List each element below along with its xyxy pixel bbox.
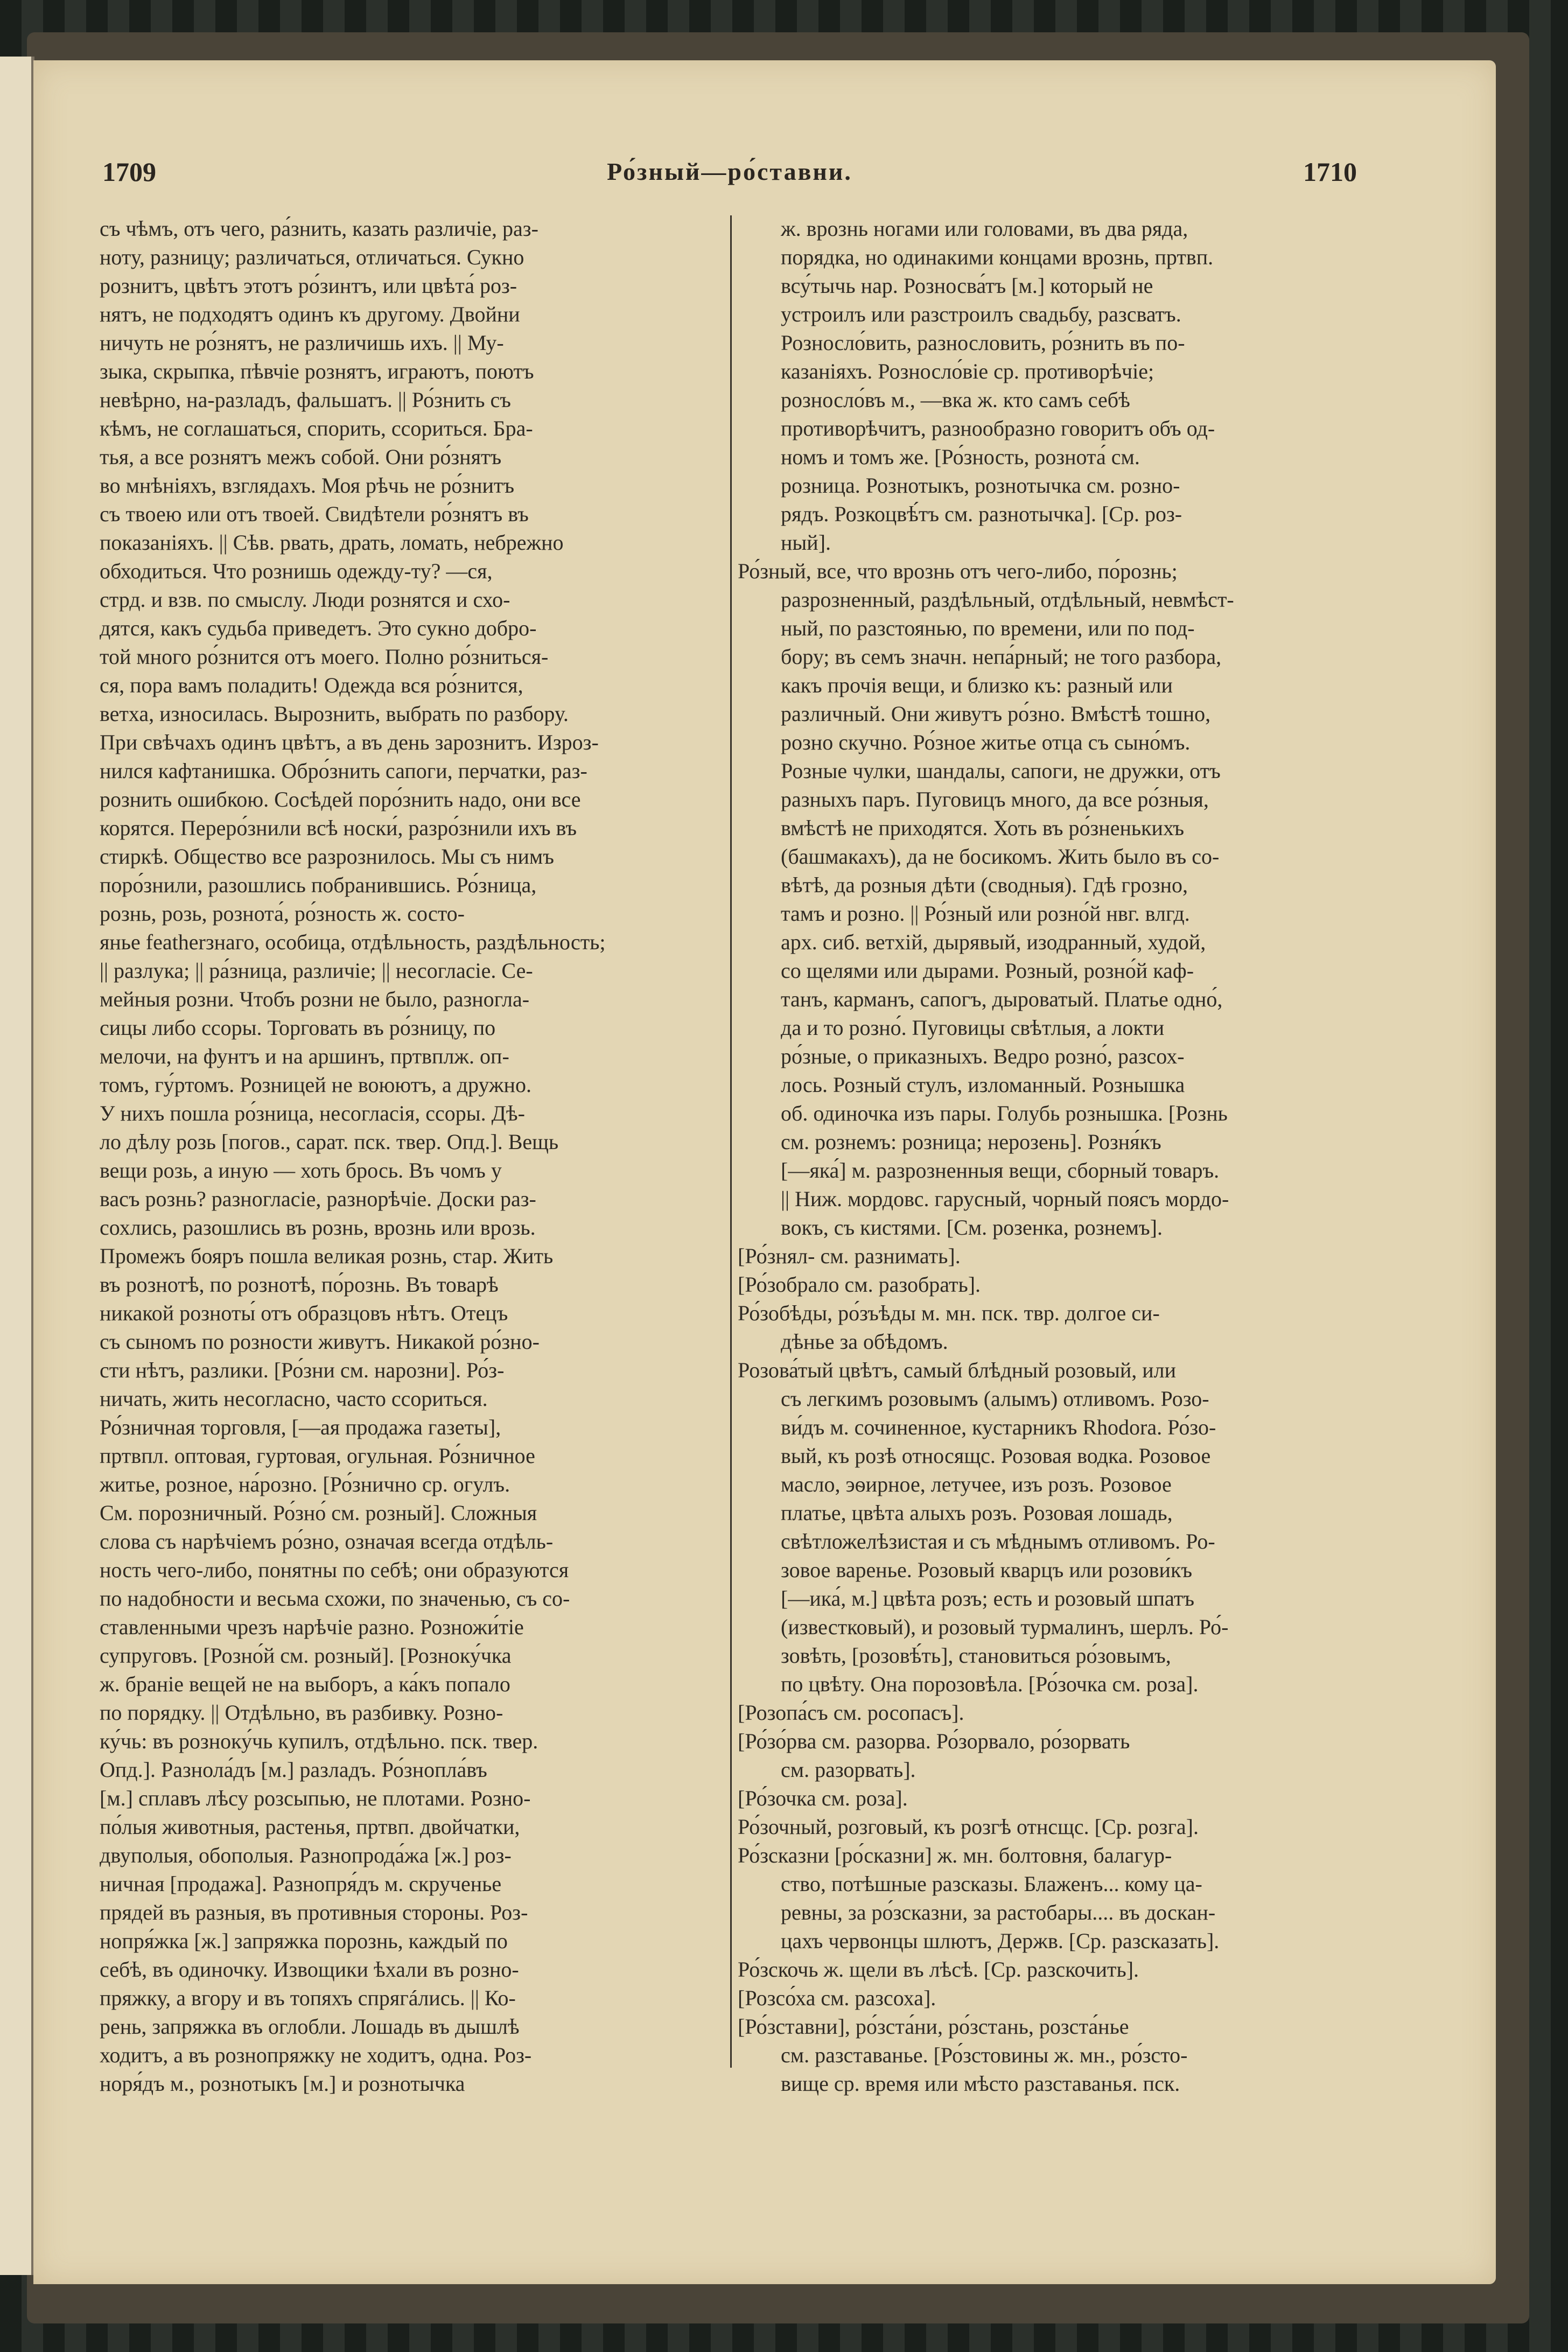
- text-line: нятъ, не подходятъ одинъ къ другому. Двойни: [100, 302, 520, 326]
- text-line: сти нѣтъ, разлики. [Ро́зни см. нарозни]. Ро́з-: [100, 1358, 505, 1382]
- text-line: вище ср. время или мѣсто разставанья. пск.: [781, 2071, 1180, 2096]
- text-line: томъ, гу́ртомъ. Розницей не воюютъ, а дружно.: [100, 1073, 531, 1097]
- text-line: стиркѣ. Общество все разрознилось. Мы съ нимъ: [100, 844, 554, 869]
- text-line: стрд. и взв. по смыслу. Люди рознятся и схо-: [100, 587, 510, 612]
- text-line: У нихъ пошла ро́зница, несогласія, ссоры. Дѣ-: [100, 1101, 525, 1125]
- text-line: См. порозничный. Ро́зно́ см. розный]. Сложныя: [100, 1501, 537, 1525]
- text-line: [Ро́зобрало см. разобрать].: [738, 1272, 981, 1297]
- text-line: казаніяхъ. Розносло́віе ср. противорѣчіе;: [781, 359, 1154, 383]
- text-line: сицы либо ссоры. Торговать въ ро́зницу, по: [100, 1016, 496, 1040]
- page-header: [102, 156, 1357, 194]
- text-line: ничная [продажа]. Разнопря́дъ м. скрученье: [100, 1872, 502, 1896]
- text-line: ветха, износилась. Вырознить, выбрать по разбору.: [100, 702, 569, 726]
- text-line: пртвпл. оптовая, гуртовая, огульная. Ро́зничное: [100, 1444, 535, 1468]
- text-line: рознить ошибкою. Сосѣдей поро́знить надо, они все: [100, 787, 581, 811]
- text-line: пряжку, а вгору и въ топяхъ спрягáлись. || Ко-: [100, 1986, 516, 2010]
- text-line: [Ро́зставни], ро́зста́ни, ро́зстань, розста́нье: [738, 2014, 1129, 2039]
- right-page-number: 1710: [1303, 157, 1357, 187]
- text-line: см. разорвать].: [781, 1758, 916, 1782]
- text-line: слова съ нарѣчіемъ ро́зно, означая всегда отдѣль-: [100, 1529, 554, 1553]
- text-line: обходиться. Что рознишь одежду-ту? —ся,: [100, 559, 493, 583]
- text-line: Ро́зочный, розговый, къ розгѣ отнсщс. [Ср. розга].: [738, 1815, 1199, 1839]
- text-line: ность чего-либо, понятны по себѣ; они образуются: [100, 1558, 569, 1582]
- text-line: ходитъ, а въ рознопряжку не ходитъ, одна. Роз-: [100, 2043, 532, 2067]
- text-line: [—ика́, м.] цвѣта розъ; есть и розовый шпатъ: [781, 1586, 1195, 1611]
- text-line: ноту, разницу; различаться, отличаться. Сукно: [100, 245, 524, 269]
- text-line: Ро́зобѣды, ро́зъѣды м. мн. пск. твр. долгое си-: [738, 1301, 1160, 1325]
- text-line: тья, а все рознятъ межъ собой. Они ро́знятъ: [100, 445, 502, 469]
- text-line: вмѣстѣ не приходятся. Хоть въ ро́зненькихъ: [781, 816, 1185, 840]
- text-line: Розова́тый цвѣтъ, самый блѣдный розовый, или: [738, 1358, 1177, 1382]
- text-line: об. одиночка изъ пары. Голубь рознышка. [Рознь: [781, 1101, 1228, 1125]
- text-line: розносло́въ м., —вка ж. кто самъ себѣ: [781, 388, 1130, 412]
- text-line: нопря́жка [ж.] запряжка порознь, каждый по: [100, 1929, 508, 1953]
- text-line: ви́дъ м. сочиненное, кустарникъ Rhodora. Ро́зо-: [781, 1415, 1216, 1439]
- text-line: по порядку. || Отдѣльно, въ разбивку. Розно-: [100, 1700, 503, 1725]
- text-line: [Ро́знял- см. разнимать].: [738, 1244, 961, 1268]
- text-line: арх. сиб. ветхій, дырявый, изодранный, худой,: [781, 930, 1206, 954]
- text-line: всу́тычь нар. Розносва́тъ [м.] который не: [781, 274, 1153, 298]
- text-line: какъ прочія вещи, и близко къ: разный или: [781, 673, 1173, 697]
- text-line: по́лыя животныя, растенья, пртвп. двойчатки,: [100, 1815, 520, 1839]
- text-line: ж. браніе вещей не на выборъ, а ка́къ попало: [100, 1672, 510, 1696]
- text-line: свѣтложелѣзистая и съ мѣднымъ отливомъ. Ро-: [781, 1529, 1215, 1553]
- text-line: ничать, жить несогласно, часто ссориться.: [100, 1387, 488, 1411]
- text-line: мейныя розни. Чтобъ розни не было, разногла-: [100, 987, 530, 1011]
- text-line: ревны, за ро́зсказни, за растобары.... въ доскан-: [781, 1900, 1216, 1924]
- text-line: невѣрно, на-разладъ, фальшатъ. || Ро́знить съ: [100, 388, 511, 412]
- text-line: вѣтѣ, да розныя дѣти (сводныя). Гдѣ грозно,: [781, 873, 1188, 897]
- text-line: зовѣть, [розовѣ́ть], становиться ро́зовымъ,: [781, 1643, 1171, 1668]
- text-line: вокъ, съ кистями. [См. розенка, рознемъ].: [781, 1215, 1163, 1240]
- text-line: (башмакахъ), да не босикомъ. Жить было въ со-: [781, 844, 1220, 869]
- text-line: зовое варенье. Розовый кварцъ или розови́къ: [781, 1558, 1193, 1582]
- text-line: Розносло́вить, разнословить, ро́знить въ по-: [781, 331, 1185, 355]
- text-line: со щелями или дырами. Розный, розно́й каф-: [781, 958, 1194, 983]
- text-line: Ро́зсказни [ро́сказни] ж. мн. болтовня, балагур-: [738, 1843, 1172, 1867]
- text-line: себѣ, въ одиночку. Извощики ѣхали въ розно-: [100, 1957, 519, 1982]
- text-line: цахъ червонцы шлютъ, Держв. [Ср. разсказать].: [781, 1929, 1220, 1953]
- text-line: Ро́зскочь ж. щели въ лѣсѣ. [Ср. разскочить].: [738, 1957, 1139, 1982]
- text-line: житье, розное, на́розно. [Ро́знично ср. огулъ.: [100, 1472, 510, 1496]
- text-line: Опд.]. Разнола́дъ [м.] разладъ. Ро́знопла́въ: [100, 1758, 487, 1782]
- text-line: дѣнье за обѣдомъ.: [781, 1329, 948, 1354]
- text-line: ро́зные, о приказныхъ. Ведро розно́, разсох-: [781, 1044, 1185, 1068]
- text-line: сохлись, разошлись въ рознь, врознь или врозь.: [100, 1215, 536, 1240]
- text-line: Ро́зничная торговля, [—ая продажа газеты],: [100, 1415, 501, 1439]
- text-line: да и то розно́. Пуговицы свѣтлыя, а локти: [781, 1016, 1165, 1040]
- text-line: янье featherзнаго, особица, отдѣльность, раздѣльность;: [100, 930, 606, 954]
- text-line: платье, цвѣта алыхъ розъ. Розовая лошадь,: [781, 1501, 1173, 1525]
- text-line: нился кафтанишка. Обро́знить сапоги, перчатки, раз-: [100, 759, 587, 783]
- text-line: ставленными чрезъ нарѣчіе разно. Розножи́тіе: [100, 1615, 524, 1639]
- text-line: бору; въ семъ значн. непа́рный; не того разбора,: [781, 645, 1222, 669]
- text-line: см. рознемъ: розница; нерозень]. Розня́къ: [781, 1130, 1161, 1154]
- text-line: [Ро́зочка см. роза].: [738, 1786, 908, 1810]
- text-line: никакой розноты́ отъ образцовъ нѣтъ. Отецъ: [100, 1301, 508, 1325]
- text-line: зыка, скрыпка, пѣвчіе рознятъ, играютъ, поютъ: [100, 359, 534, 383]
- text-line: [м.] сплавъ лѣсу розсыпью, не плотами. Розно-: [100, 1786, 531, 1810]
- text-line: (известковый), и розовый турмалинъ, шерлъ. Ро́-: [781, 1615, 1229, 1639]
- text-line: кѣмъ, не соглашаться, спорить, ссориться. Бра-: [100, 416, 533, 440]
- text-line: разныхъ паръ. Пуговицъ много, да все ро́зныя,: [781, 787, 1209, 811]
- text-line: показаніяхъ. || Сѣв. рвать, драть, ломать, небрежно: [100, 530, 564, 555]
- text-line: [Розопа́съ см. росопасъ].: [738, 1700, 964, 1725]
- text-line: розно скучно. Ро́зное житье отца съ сыно́мъ.: [781, 730, 1191, 754]
- text-line: рень, запряжка въ оглобли. Лошадь въ дышлѣ: [100, 2014, 520, 2039]
- text-line: Ро́зный, все, что врознь отъ чего-либо, по́рознь;: [738, 559, 1178, 583]
- text-line: || Ниж. мордовс. гарусный, чорный поясъ мордо-: [781, 1187, 1229, 1211]
- text-line: рядъ. Розкоцвѣ́тъ см. разнотычка]. [Ср. роз-: [781, 502, 1182, 526]
- text-line: различный. Они живутъ ро́зно. Вмѣстѣ тошно,: [781, 702, 1211, 726]
- running-title: Ро́зный—ро́ставни.: [607, 158, 852, 185]
- text-line: [Розсо́ха см. разсоха].: [738, 1986, 936, 2010]
- left-text-column: [100, 214, 724, 2098]
- text-line: васъ рознь? разногласіе, разнорѣчіе. Доски раз-: [100, 1187, 536, 1211]
- text-line: ный].: [781, 530, 831, 555]
- text-line: Промежъ бояръ пошла великая рознь, стар. Жить: [100, 1244, 554, 1268]
- text-line: порядка, но одинакими концами врознь, пртвп.: [781, 245, 1214, 269]
- text-line: съ твоею или отъ твоей. Свидѣтели ро́знятъ въ: [100, 502, 529, 526]
- text-line: ся, пора вамъ поладить! Одежда вся ро́знится,: [100, 673, 523, 697]
- text-line: супруговъ. [Розно́й см. розный]. [Розноку́чка: [100, 1643, 512, 1668]
- text-line: мелочи, на фунтъ и на аршинъ, пртвплж. оп-: [100, 1044, 509, 1068]
- text-line: прядей въ разныя, въ противныя стороны. Роз-: [100, 1900, 528, 1924]
- text-line: ный, по разстоянью, по времени, или по под-: [781, 616, 1195, 640]
- text-line: тамъ и розно. || Ро́зный или розно́й нвг. влгд.: [781, 901, 1190, 926]
- text-line: При свѣчахъ одинъ цвѣтъ, а въ день зарознитъ. Изроз-: [100, 730, 599, 754]
- text-line: лось. Розный стулъ, изломанный. Рознышка: [781, 1073, 1185, 1097]
- text-line: [Ро́зо́рва см. разорва. Ро́зорвало, ро́зорвать: [738, 1729, 1130, 1753]
- left-page-number: 1709: [102, 157, 156, 187]
- text-line: ку́чь: въ розноку́чь купилъ, отдѣльно. пск. твер.: [100, 1729, 538, 1753]
- text-line: съ сыномъ по розности живутъ. Никакой ро́зно-: [100, 1329, 540, 1354]
- text-line: дятся, какъ судьба приведетъ. Это сукно добро-: [100, 616, 537, 640]
- text-line: поро́знили, разошлись побранившись. Ро́зница,: [100, 873, 537, 897]
- text-line: съ легкимъ розовымъ (алымъ) отливомъ. Розо-: [781, 1387, 1209, 1411]
- text-line: по надобности и весьма схожи, по значенью, съ со-: [100, 1586, 570, 1611]
- text-line: во мнѣніяхъ, взглядахъ. Моя рѣчь не ро́знитъ: [100, 473, 515, 498]
- text-line: [—яка́] м. разрозненныя вещи, сборный товаръ.: [781, 1158, 1220, 1182]
- text-line: ство, потѣшные разсказы. Блаженъ... кому ца-: [781, 1872, 1202, 1896]
- text-line: норя́дъ м., рознотыкъ [м.] и рознотычка: [100, 2071, 465, 2096]
- text-line: устроилъ или разстроилъ свадьбу, разсватъ.: [781, 302, 1181, 326]
- text-line: той много ро́знится отъ моего. Полно ро́зниться-: [100, 645, 549, 669]
- column-divider: [730, 215, 732, 2068]
- text-line: см. разставанье. [Ро́зстовины ж. мн., ро́зсто-: [781, 2043, 1188, 2067]
- text-line: корятся. Переро́знили всѣ носки́, разро́знили ихъ въ: [100, 816, 577, 840]
- text-line: по цвѣту. Она порозовѣла. [Ро́зочка см. роза].: [781, 1672, 1199, 1696]
- text-line: розница. Рознотыкъ, рознотычка см. розно-: [781, 473, 1180, 498]
- text-line: танъ, карманъ, сапогъ, дыроватый. Платье одно́,: [781, 987, 1223, 1011]
- text-line: рознитъ, цвѣтъ этотъ ро́зинтъ, или цвѣта́ роз-: [100, 274, 517, 298]
- text-line: въ рознотѣ, по рознотѣ, по́рознь. Въ товарѣ: [100, 1272, 499, 1297]
- text-line: разрозненный, раздѣльный, отдѣльный, невмѣст-: [781, 587, 1234, 612]
- text-line: Розные чулки, шандалы, сапоги, не дружки, отъ: [781, 759, 1221, 783]
- text-line: ж. врознь ногами или головами, въ два ряда,: [781, 216, 1188, 241]
- text-line: противорѣчитъ, разнообразно говоритъ объ од-: [781, 416, 1215, 440]
- text-line: двуполыя, обополыя. Разнопрода́жа [ж.] роз-: [100, 1843, 512, 1867]
- previous-page-edge: [0, 57, 34, 2275]
- text-line: ничуть не ро́знятъ, не различишь ихъ. || Му-: [100, 331, 504, 355]
- text-line: вещи розь, а иную — хоть брось. Въ чомъ у: [100, 1158, 502, 1182]
- text-line: рознь, розь, рознота́, ро́зность ж. состо-: [100, 901, 465, 926]
- text-line: || разлука; || ра́зница, различіе; || несогласіе. Се-: [100, 958, 533, 983]
- text-line: вый, къ розѣ относящс. Розовая водка. Розовое: [781, 1444, 1211, 1468]
- text-line: масло, эѳирное, летучее, изъ розъ. Розовое: [781, 1472, 1172, 1496]
- text-line: съ чѣмъ, отъ чего, ра́знить, казать различіе, раз-: [100, 216, 538, 241]
- text-line: ло дѣлу розь [погов., сарат. пск. твер. Опд.]. Вещь: [100, 1130, 559, 1154]
- text-line: номъ и томъ же. [Ро́зность, рознота́ см.: [781, 445, 1140, 469]
- right-text-column: [738, 214, 1357, 2098]
